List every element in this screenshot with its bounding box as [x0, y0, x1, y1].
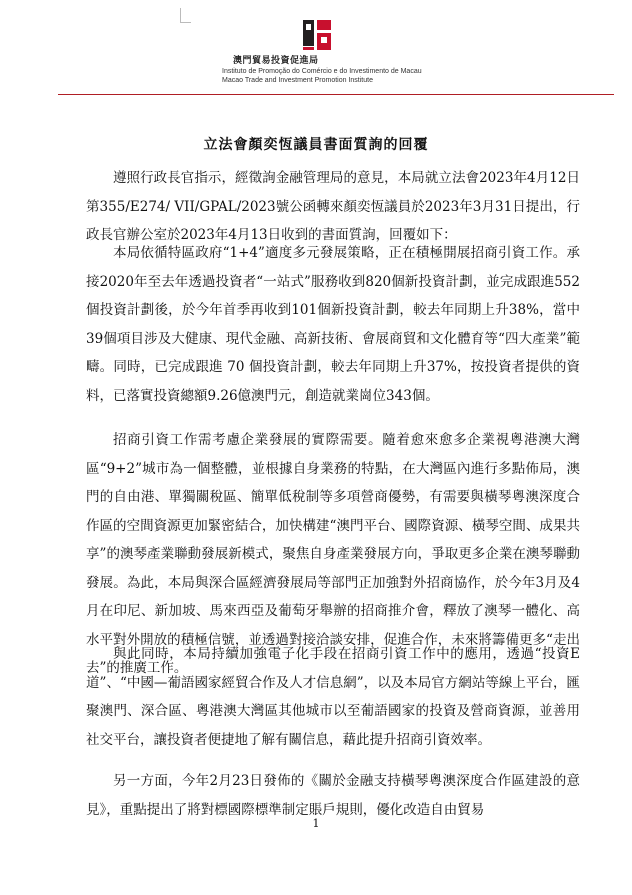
header-divider: [58, 94, 614, 95]
page-number: 1: [312, 817, 320, 830]
org-name-portuguese: Instituto de Promoção do Comércio e do Investimento de Macau: [222, 68, 422, 75]
document-title: 立法會顏奕恆議員書面質詢的回覆: [203, 137, 429, 153]
org-name-chinese: 澳門貿易投資促進局: [233, 56, 319, 66]
paragraph-investment-stats: 本局依循特區政府“1+4”適度多元發展策略，正在積極開展招商引資工作。承接2020年至去年透過投資者“一站式”服務收到820個新投資計劃，並完成跟進552個投資計劃後，於今年首季再收到101個新投資計劃，較去年同期上升38%，當中39個項目涉及大健康、現代金融、高新技術、會展商貿和文化體育等“四大產業”範疇。同時，已完成跟進 70 個投資計劃，較去年同期上升37%，按投資者提供的資料，已落實投資總額9.26億澳門元，創造就業崗位343個。: [86, 245, 580, 404]
letterhead: [0, 20, 632, 100]
paragraph-intro: 遵照行政長官指示，經徵詢金融管理局的意見，本局就立法會2023年4月12日第355/E274/ VII/GPAL/2023號公函轉來顏奕恆議員於2023年3月31日提出，行政長官辦公室於2023年4月13日收到的書面質詢，回覆如下：: [86, 170, 580, 243]
paragraph-financial-support: 另一方面，今年2月23日發佈的《關於金融支持橫琴粵澳深度合作區建設的意見》，重點提出了將對標國際標準制定賬戶規則，優化改造自由貿易: [86, 773, 580, 818]
paragraph-digital-channels: 與此同時，本局持續加強電子化手段在招商引資工作中的應用，透過“投資E道”、“中國—葡語國家經貿合作及人才信息網”，以及本局官方網站等線上平台，匯聚澳門、深合區、粵港澳大灣區其他城市以至葡語國家的投資及營商資源，並善用社交平台，讓投資者便捷地了解有關信息，藉此提升招商引資效率。: [86, 646, 580, 748]
paragraph-regional-cooperation: 招商引資工作需考慮企業發展的實際需要。隨着愈來愈多企業視粵港澳大灣區“9+2”城市為一個整體，並根據自身業務的特點，在大灣區內進行多點佈局，澳門的自由港、單獨關稅區、簡單低稅制等多項營商優勢，有需要與橫琴粵澳深度合作區的空間資源更加緊密結合，加快構建“澳門平台、國際資源、橫琴空間、成果共享”的澳琴產業聯動發展新模式，聚焦自身產業發展方向，爭取更多企業在澳琴聯動發展。為此，本局與深合區經濟發展局等部門正加強對外招商協作，於今年3月及4月在印尼、新加坡、馬來西亞及葡萄牙舉辦的招商推介會，釋放了澳琴一體化、高水平對外開放的積極信號，並透過對接洽談安排，促進合作，未來將籌備更多“走出去”的推廣工作。: [86, 432, 580, 676]
org-name-english: Macao Trade and Investment Promotion Institute: [222, 77, 373, 84]
ipim-logo-icon: [303, 20, 331, 50]
